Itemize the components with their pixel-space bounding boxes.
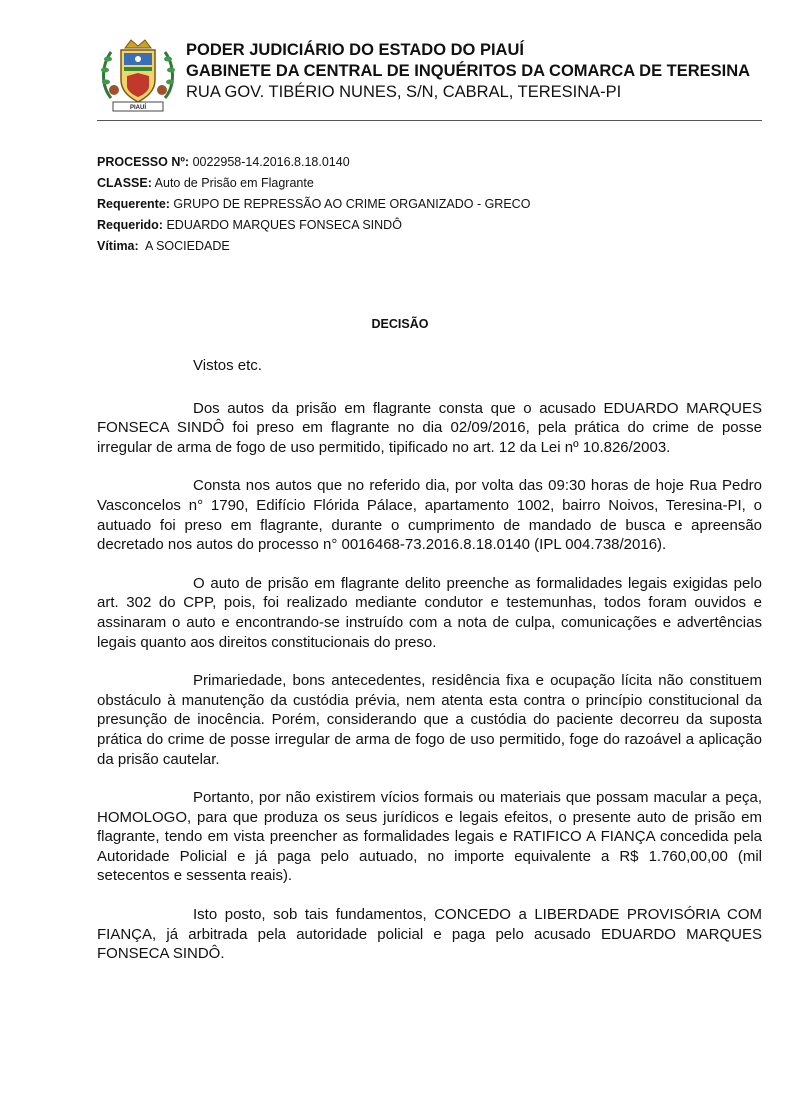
processo-row: [97, 152, 530, 173]
letterhead-text: [186, 40, 750, 103]
paragraph: Dos autos da prisão em flagrante consta que o acusado EDUARDO MARQUES FONSECA SINDÔ foi preso em flagrante no dia 02/09/2016, pela prática do crime de posse irregular de arma de fogo de uso permitido, tipificado no art. 12 da Lei nº 10.826/2003.: [97, 399, 762, 456]
office-address: RUA GOV. TIBÉRIO NUNES, S/N, CABRAL, TERESINA-PI: [186, 83, 622, 101]
paragraph: Portanto, por não existirem vícios formais ou materiais que possam macular a peça, HOMOLOGO, para que produza os seus jurídicos e legais efeitos, o presente auto de prisão em flagrante, tendo em vista preencher as formalidades legais e RATIFICO A FIANÇA concedida pela Autoridade Policial e já paga pelo autuado, no importe equivalente a R$ 1.760,00,00 (mil setecentos e sessenta reais).: [97, 789, 762, 885]
document-title: DECISÃO: [371, 317, 429, 331]
requerente-label: Requerente:: [97, 197, 170, 211]
seal-banner-text: PIAUÍ: [129, 105, 147, 111]
requerente-row: [97, 194, 530, 215]
classe-row: [97, 173, 530, 194]
vitima-value: A SOCIEDADE: [144, 239, 230, 253]
processo-value: 0022958-14.2016.8.18.0140: [192, 155, 350, 169]
vitima-label: Vítima:: [97, 239, 139, 253]
paragraph: Primariedade, bons antecedentes, residência fixa e ocupação lícita não constituem obstáculo à manutenção da custódia prévia, nem atenta esta contra o princípio constitucional da presunção de inocência. Porém, considerando que a custódia do paciente decorreu da suposta prática do crime de posse irregular de arma de fogo de uso permitido, foge do razoável a aplicação da prisão cautelar.: [97, 672, 762, 768]
requerido-value: EDUARDO MARQUES FONSECA SINDÔ: [166, 218, 402, 232]
letterhead: [97, 36, 762, 120]
classe-value: Auto de Prisão em Flagrante: [154, 176, 314, 190]
processo-label: PROCESSO Nº:: [97, 155, 190, 169]
office-name: GABINETE DA CENTRAL DE INQUÉRITOS DA COMARCA DE TERESINA: [186, 62, 751, 80]
paragraph: O auto de prisão em flagrante delito preenche as formalidades legais exigidas pelo art. 302 do CPP, pois, foi realizado mediante condutor e testemunhas, todos foram ouvidos e assinaram o auto e encontrando-se instruído com a nota de culpa, comunicações e advertências legais quanto aos direitos constitucionais do preso.: [97, 574, 762, 651]
case-metadata: [97, 152, 530, 257]
requerido-label: Requerido:: [97, 218, 163, 232]
court-name: PODER JUDICIÁRIO DO ESTADO DO PIAUÍ: [186, 41, 524, 59]
header-divider: [97, 120, 762, 121]
requerente-value: GRUPO DE REPRESSÃO AO CRIME ORGANIZADO - GRECO: [173, 197, 531, 211]
classe-label: CLASSE:: [97, 176, 152, 190]
paragraph: Vistos etc.: [193, 357, 262, 374]
paragraph: Consta nos autos que no referido dia, por volta das 09:30 horas de hoje Rua Pedro Vasconcelos n° 1790, Edifício Flórida Pálace, apartamento 1002, bairro Noivos, Teresina-PI, o autuado foi preso em flagrante, durante o cumprimento de mandado de busca e apreensão decretado nos autos do processo n° 0016468-73.2016.8.18.0140 (IPL 004.738/2016).: [97, 477, 762, 554]
coat-of-arms-icon: [97, 36, 179, 112]
paragraph: Isto posto, sob tais fundamentos, CONCEDO a LIBERDADE PROVISÓRIA COM FIANÇA, já arbitrada pela autoridade policial e paga pelo acusado EDUARDO MARQUES FONSECA SINDÔ.: [97, 906, 762, 963]
vitima-row: [97, 236, 530, 257]
requerido-row: [97, 215, 530, 236]
decision-body: [97, 356, 762, 983]
